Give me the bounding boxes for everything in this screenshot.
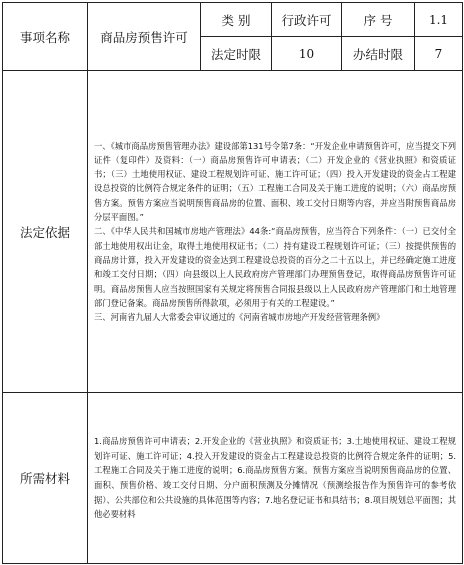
legal-limit-label: 法定时限 [201, 37, 272, 71]
materials-content: 1.商品房预售许可申请表；2.开发企业的《营业执照》和资质证书；3.土地使用权证、建设工程规划许可证、施工许可证；4.投入开发建设的资金占工程建设总投资的比例符合规定条件的证明；5.工程施工合同及关于施工进度的说明；6.商品房预售方案。预售方案应当说明预售商品房的位置、面积、预售价格、竣工交付日期、分户面积预测及分摊情况（预测绘报告作为预售许可的参考依据）、公共部位和公共设施的具体范围等内容；7.地名登记证书和具结书；8.项目规划总平面图；其他必要材料 [88, 393, 463, 564]
serial-label: 序 号 [342, 3, 415, 37]
item-name-label: 事项名称 [3, 3, 88, 71]
serial-value: 1.1 [415, 3, 463, 37]
category-value: 行政许可 [272, 3, 342, 37]
legal-basis-paragraph: 三、河南省九届人大常委会审议通过的《河南省城市房地产开发经营管理条例》 [94, 312, 385, 323]
legal-basis-label: 法定依据 [3, 71, 88, 393]
legal-limit-value: 10 [272, 37, 342, 71]
license-info-table [2, 2, 463, 564]
completion-limit-value: 7 [415, 37, 463, 71]
legal-basis-content [88, 71, 463, 393]
category-label: 类 别 [201, 3, 272, 37]
materials-label: 所需材料 [3, 393, 88, 564]
legal-basis-paragraph: 二、《中华人民共和国城市房地产管理法》44条:“商品房预售，应当符合下列条件：（一）已交付全部土地使用权出让金，取得土地使用权证书；（二）持有建设工程规划许可证；（三）按提供预售的商品房计算，投入开发建设的资金达到工程建设总投资的百分之二十五以上，并已经确定施工进度和竣工交付日期；（四）向县级以上人民政府房产管理部门办理预售登记，取得商品房预售许可证明。商品房预售人应当按照国家有关规定将预售合同报县级以上人民政府房产管理部门和土地管理部门登记备案。商品房预售所得款项，必须用于有关的工程建设。” [94, 226, 456, 308]
item-name-value: 商品房预售许可 [88, 3, 201, 71]
completion-limit-label: 办结时限 [342, 37, 415, 71]
legal-basis-paragraph: 一、《城市商品房预售管理办法》建设部第131号令第7条：“开发企业申请预售许可，应当提交下列证件（复印件）及资料：（一）商品房预售许可申请表；（二）开发企业的《营业执照》和资质证书；（三）土地使用权证、建设工程规划许可证、施工许可证；（四）投入开发建设的资金占工程建设总投资的比例符合规定条件的证明；（五）工程施工合同及关于施工进度的说明；（六）商品房预售方案。预售方案应当说明预售商品房的位置、面积、竣工交付日期等内容，并应当附预售商品房分层平面图。” [94, 140, 456, 223]
